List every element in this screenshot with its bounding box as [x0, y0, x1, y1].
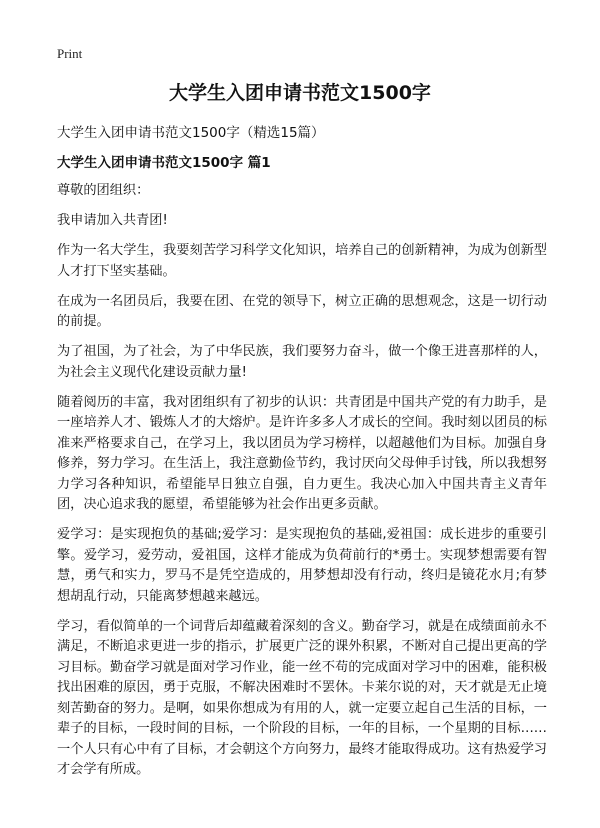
paragraph: 随着阅历的丰富，我对团组织有了初步的认识：共青团是中国共产党的有力助手，是一座培养人才、锻炼人才的大熔炉。是许许多多人才成长的空间。我时刻以团员的标准来严格要求自己，在学习上，我以团员为学习榜样，以超越他们为目标。加强自身修养，努力学习。在生活上，我注意勤俭节约，我讨厌向父母伸手讨钱，所以我想努力学习各种知识，希望能早日独立自强，自力更生。我决心加入中国共青主义青年团，决心追求我的愿望，希望能够为社会作出更多贡献。 [57, 394, 547, 512]
document-body [57, 181, 547, 790]
paragraph: 爱学习：是实现抱负的基础;爱学习：是实现抱负的基础,爱祖国：成长进步的重要引擎。爱学习，爱劳动，爱祖国，这样才能成为负荷前行的*勇士。实现梦想需要有智慧，勇气和实力，罗马不是凭空造成的，用梦想却没有行动，终归是镜花水月;有梦想胡乱行动，只能离梦想越来越远。 [57, 527, 547, 604]
section-heading: 大学生入团申请书范文1500字 篇1 [57, 155, 271, 171]
paragraph: 尊敬的团组织： [57, 183, 150, 198]
paragraph: 为了祖国，为了社会，为了中华民族，我们要努力奋斗，做一个像王进喜那样的人，为社会主义现代化建设贡献力量! [57, 344, 547, 380]
paragraph: 作为一名大学生，我要刻苦学习科学文化知识，培养自己的创新精神，为成为创新型人才打下坚实基础。 [57, 243, 547, 279]
page-subtitle: 大学生入团申请书范文1500字（精选15篇） [57, 125, 325, 141]
paragraph: 在成为一名团员后，我要在团、在党的领导下，树立正确的思想观念，这是一切行动的前提。 [57, 293, 547, 329]
print-link[interactable]: Print [57, 46, 83, 61]
page-title: 大学生入团申请书范文1500字 [169, 82, 431, 104]
paragraph: 我申请加入共青团! [57, 213, 168, 228]
paragraph: 学习，看似简单的一个词背后却蕴藏着深刻的含义。勤奋学习，就是在成绩面前永不满足，不断追求更进一步的指示，扩展更广泛的课外积累，不断对自己提出更高的学习目标。勤奋学习就是面对学习作业，能一丝不苟的完成面对学习中的困难，能积极找出困难的原因，勇于克服，不解决困难时不罢休。卡莱尔说的对，天才就是无止境刻苦勤奋的努力。是啊，如果你想成为有用的人，就一定要立起自己生活的目标，一辈子的目标，一段时间的目标，一个阶段的目标，一年的目标，一个星期的目标……一个人只有心中有了目标，才会朝这个方向努力，最终才能取得成功。这有热爱学习才会学有所成。 [57, 618, 547, 777]
